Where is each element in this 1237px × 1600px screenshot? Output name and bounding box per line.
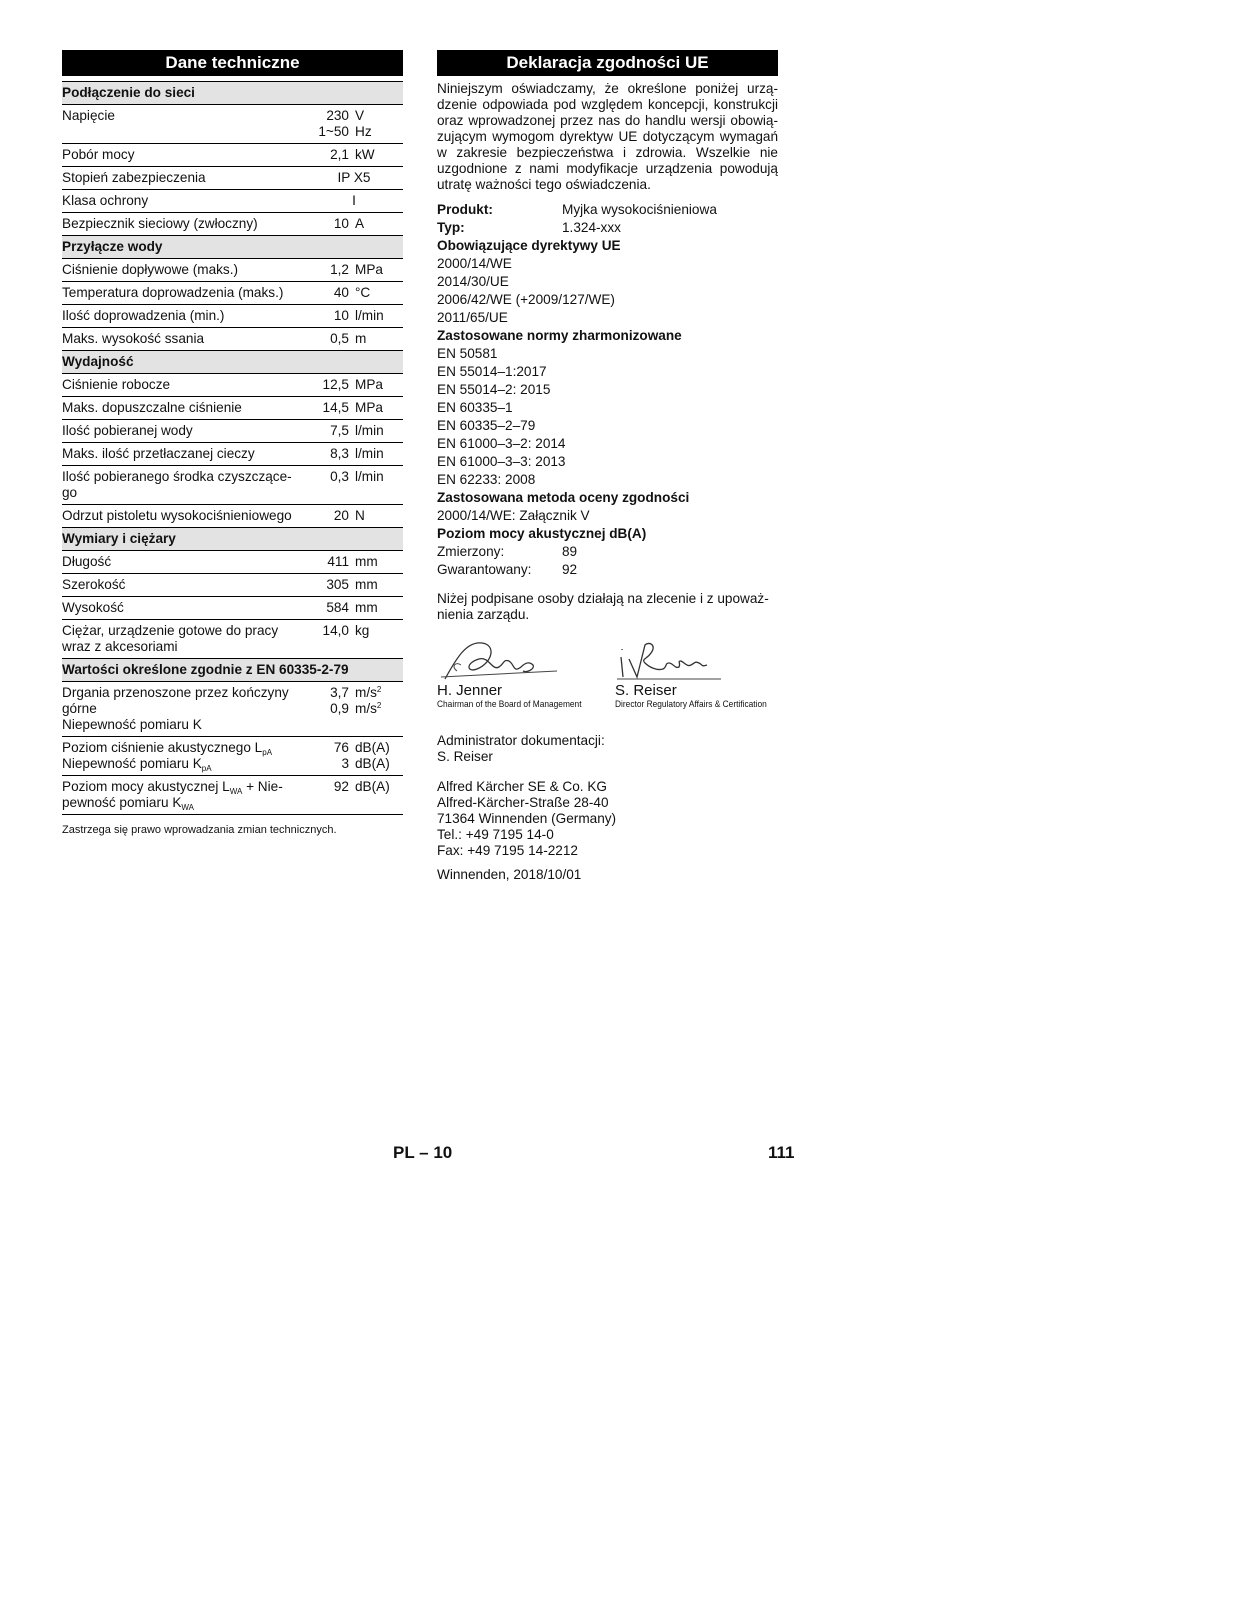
spec-section-heading xyxy=(62,659,403,682)
declaration-intro: Niniejszym oświadczamy, że określone poniżej urzą-dzenie odpowiada pod względem koncepcji, konstrukcji oraz wprowadzonej przez nas do handlu wersji obowią-zującym wymogom dyrektyw UE dotyczącym wymagań w zakresie bezpieczeństwa i zdrowia. Wszelkie nie uzgodnione z nami modyfikacje urządzenia powodują utratę ważności tego oświadczenia. xyxy=(437,81,778,192)
spec-value: 14,5 xyxy=(305,397,349,420)
spec-label: Ilość doprowadzenia (min.) xyxy=(62,305,305,328)
company-address xyxy=(437,779,778,859)
guaranteed-label: Gwarantowany: xyxy=(437,562,532,577)
signer2-name: S. Reiser xyxy=(615,682,677,699)
method-heading: Zastosowana metoda oceny zgodności xyxy=(437,490,690,505)
norm-item: EN 61000–3–2: 2014 xyxy=(437,436,566,451)
spec-label: Ciśnienie robocze xyxy=(62,374,305,397)
norm-item: EN 60335–2–79 xyxy=(437,418,536,433)
spec-value: 1,2 xyxy=(305,259,349,282)
spec-label: Odrzut pistoletu wysokociśnieniowego xyxy=(62,505,305,528)
spec-unit: mm xyxy=(349,597,403,620)
spec-value: 230 1~50 xyxy=(305,105,349,144)
directive-item: 2011/65/UE xyxy=(437,310,508,325)
signature-block-reiser xyxy=(615,637,787,711)
place-date: Winnenden, 2018/10/01 xyxy=(437,867,582,882)
spec-value: 14,0 xyxy=(305,620,349,659)
spec-section-title: Podłączenie do sieci xyxy=(62,82,403,105)
spec-value: 411 xyxy=(305,551,349,574)
type-row xyxy=(437,219,778,237)
spec-label: Szerokość xyxy=(62,574,305,597)
spec-section-heading xyxy=(62,236,403,259)
spec-unit: dB(A) xyxy=(349,776,403,815)
spec-value: I xyxy=(305,190,403,213)
spec-value: 8,3 xyxy=(305,443,349,466)
technical-data-table xyxy=(62,81,403,815)
spec-unit: dB(A) dB(A) xyxy=(349,737,403,776)
spec-label: Drgania przenoszone przez kończyny górne Niepewność pomiaru K xyxy=(62,682,305,737)
spec-row xyxy=(62,305,403,328)
measured-row xyxy=(437,543,778,561)
spec-value: 92 xyxy=(305,776,349,815)
directives-list xyxy=(437,255,778,327)
spec-label: Poziom mocy akustycznej $L_{WA}$ + Nie-pewność pomiaru $K_{WA}$ xyxy=(62,776,305,815)
spec-unit: kg xyxy=(349,620,403,659)
measured-value: 89 xyxy=(562,544,578,559)
spec-row xyxy=(62,551,403,574)
spec-row xyxy=(62,443,403,466)
page-language-number: PL – 10 xyxy=(393,1143,453,1162)
signature-block-jenner xyxy=(437,637,601,711)
spec-value: 20 xyxy=(305,505,349,528)
spec-label: Ilość pobieranej wody xyxy=(62,420,305,443)
guaranteed-row xyxy=(437,561,778,579)
norm-item: EN 62233: 2008 xyxy=(437,472,536,487)
spec-unit: l/min xyxy=(349,466,403,505)
power-heading: Poziom mocy akustycznej dB(A) xyxy=(437,526,647,541)
spec-label: Pobór mocy xyxy=(62,144,305,167)
eu-declaration-column xyxy=(437,50,778,883)
spec-label: Temperatura doprowadzenia (maks.) xyxy=(62,282,305,305)
spec-value: 10 xyxy=(305,213,349,236)
spec-unit: l/min xyxy=(349,443,403,466)
spec-label: Bezpiecznik sieciowy (zwłoczny) xyxy=(62,213,305,236)
norms-heading: Zastosowane normy zharmonizowane xyxy=(437,328,682,343)
method-value: 2000/14/WE: Załącznik V xyxy=(437,508,590,523)
spec-label: Maks. dopuszczalne ciśnienie xyxy=(62,397,305,420)
spec-value: 0,5 xyxy=(305,328,349,351)
spec-label: Klasa ochrony xyxy=(62,190,305,213)
spec-value: 305 xyxy=(305,574,349,597)
spec-row xyxy=(62,420,403,443)
handwritten-signature-jenner xyxy=(437,637,567,683)
signer1-role: Chairman of the Board of Management xyxy=(437,699,582,710)
signer2-role: Director Regulatory Affairs & Certification xyxy=(615,699,767,710)
spec-label: Wysokość xyxy=(62,597,305,620)
spec-row xyxy=(62,282,403,305)
spec-label: Napięcie xyxy=(62,105,305,144)
spec-unit: mm xyxy=(349,574,403,597)
spec-value: 76 3 xyxy=(305,737,349,776)
spec-row xyxy=(62,597,403,620)
technical-data-column xyxy=(62,50,403,836)
directives-heading: Obowiązujące dyrektywy UE xyxy=(437,238,621,253)
product-value: Myjka wysokociśnieniowa xyxy=(562,202,717,217)
technical-changes-note: Zastrzega się prawo wprowadzania zmian technicznych. xyxy=(62,824,337,836)
norm-item: EN 55014–2: 2015 xyxy=(437,382,551,397)
spec-row xyxy=(62,620,403,659)
signers-statement: Niżej podpisane osoby działają na zlecenie i z upoważ-nienia zarządu. xyxy=(437,591,769,622)
technical-data-title: Dane techniczne xyxy=(62,50,403,76)
spec-value: 2,1 xyxy=(305,144,349,167)
address-line: Alfred Kärcher SE & Co. KG xyxy=(437,779,607,794)
spec-row xyxy=(62,259,403,282)
directive-item: 2014/30/UE xyxy=(437,274,509,289)
spec-row xyxy=(62,213,403,236)
spec-section-title: Wydajność xyxy=(62,351,403,374)
spec-row xyxy=(62,167,403,190)
spec-section-heading xyxy=(62,82,403,105)
address-line: Fax: +49 7195 14-2212 xyxy=(437,843,578,858)
spec-unit: A xyxy=(349,213,403,236)
spec-row xyxy=(62,397,403,420)
spec-value: IP X5 xyxy=(305,167,403,190)
spec-label: Długość xyxy=(62,551,305,574)
spec-row xyxy=(62,737,403,776)
spec-value: 584 xyxy=(305,597,349,620)
norm-item: EN 61000–3–3: 2013 xyxy=(437,454,566,469)
measured-label: Zmierzony: xyxy=(437,544,505,559)
norm-item: EN 50581 xyxy=(437,346,498,361)
spec-unit: V Hz xyxy=(349,105,403,144)
spec-label: Maks. wysokość ssania xyxy=(62,328,305,351)
spec-unit: $m/s^2$ $m/s^2$ xyxy=(349,682,403,737)
spec-unit: °C xyxy=(349,282,403,305)
spec-value: 3,7 0,9 xyxy=(305,682,349,737)
spec-section-title: Wymiary i ciężary xyxy=(62,528,403,551)
address-line: Alfred-Kärcher-Straße 28-40 xyxy=(437,795,609,810)
address-line: 71364 Winnenden (Germany) xyxy=(437,811,617,826)
norms-list xyxy=(437,345,778,489)
address-line: Tel.: +49 7195 14-0 xyxy=(437,827,554,842)
spec-section-title: Wartości określone zgodnie z EN 60335-2-79 xyxy=(62,659,403,682)
guaranteed-value: 92 xyxy=(562,562,578,577)
spec-unit: l/min xyxy=(349,420,403,443)
spec-row xyxy=(62,190,403,213)
spec-unit: m xyxy=(349,328,403,351)
spec-value: 0,3 xyxy=(305,466,349,505)
admin-name: S. Reiser xyxy=(437,749,493,764)
signer1-name: H. Jenner xyxy=(437,682,503,699)
directive-item: 2000/14/WE xyxy=(437,256,512,271)
spec-section-heading xyxy=(62,528,403,551)
spec-row xyxy=(62,374,403,397)
spec-row xyxy=(62,105,403,144)
spec-value: 40 xyxy=(305,282,349,305)
spec-row xyxy=(62,505,403,528)
spec-value: 12,5 xyxy=(305,374,349,397)
spec-value: 10 xyxy=(305,305,349,328)
spec-label: Poziom ciśnienie akustycznego $L_{pA}$ Niepewność pomiaru $K_{pA}$ xyxy=(62,737,305,776)
spec-label: Ciężar, urządzenie gotowe do pracy wraz z akcesoriami xyxy=(62,620,305,659)
spec-label: Ciśnienie dopływowe (maks.) xyxy=(62,259,305,282)
spec-unit: kW xyxy=(349,144,403,167)
spec-unit: mm xyxy=(349,551,403,574)
admin-label: Administrator dokumentacji: xyxy=(437,733,605,748)
spec-row xyxy=(62,682,403,737)
page-number: 111 xyxy=(768,1143,795,1162)
spec-section-heading xyxy=(62,351,403,374)
spec-unit: MPa xyxy=(349,259,403,282)
product-label: Produkt: xyxy=(437,202,493,217)
spec-unit: MPa xyxy=(349,397,403,420)
spec-row xyxy=(62,776,403,815)
handwritten-signature-reiser xyxy=(615,637,725,683)
product-row xyxy=(437,201,778,219)
norm-item: EN 60335–1 xyxy=(437,400,513,415)
spec-label: Maks. ilość przetłaczanej cieczy xyxy=(62,443,305,466)
spec-label: Stopień zabezpieczenia xyxy=(62,167,305,190)
type-label: Typ: xyxy=(437,220,465,235)
spec-unit: l/min xyxy=(349,305,403,328)
type-value: 1.324-xxx xyxy=(562,220,621,235)
spec-section-title: Przyłącze wody xyxy=(62,236,403,259)
spec-unit: N xyxy=(349,505,403,528)
spec-row xyxy=(62,466,403,505)
spec-value: 7,5 xyxy=(305,420,349,443)
spec-row xyxy=(62,574,403,597)
directive-item: 2006/42/WE (+2009/127/WE) xyxy=(437,292,615,307)
spec-row xyxy=(62,144,403,167)
norm-item: EN 55014–1:2017 xyxy=(437,364,547,379)
spec-label: Ilość pobieranego środka czyszczące-go xyxy=(62,466,305,505)
signatures xyxy=(437,637,778,717)
spec-unit: MPa xyxy=(349,374,403,397)
eu-declaration-title: Deklaracja zgodności UE xyxy=(437,50,778,76)
spec-row xyxy=(62,328,403,351)
